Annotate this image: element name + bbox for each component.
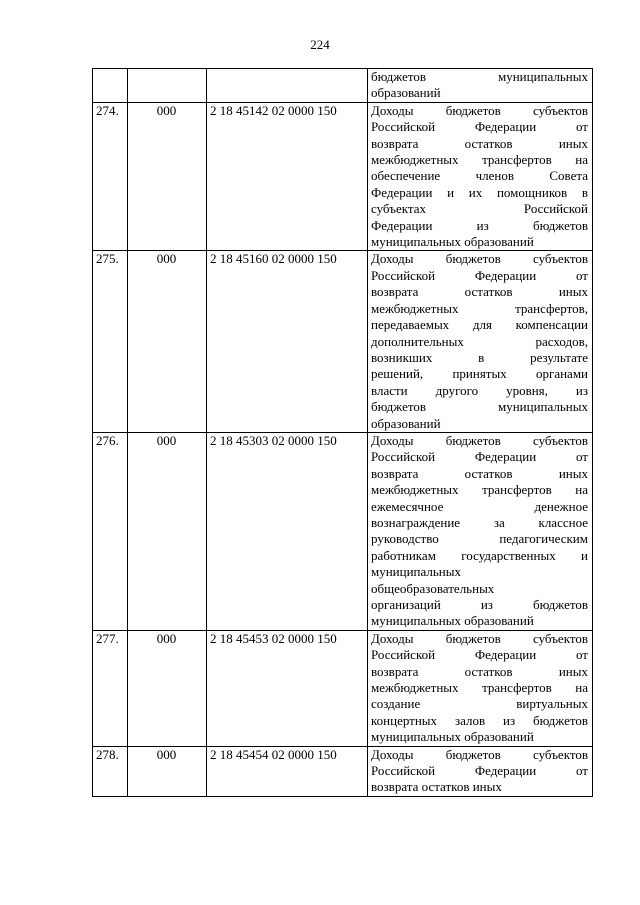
description-line: возврата остатков иных [371,779,502,795]
table-row [93,746,593,796]
description-line: муниципальных образований [371,613,534,629]
budget-classification-code-cell: 2 18 45160 02 0000 150 [207,251,368,432]
description-line: межбюджетных трансфертов на [371,482,588,498]
description-line: обеспечение членов Совета [371,168,588,184]
description-line: образований [371,415,441,431]
budget-classification-code-cell [207,69,368,103]
row-number-cell: 274. [93,102,128,251]
description-line: Российской Федерации от [371,763,588,779]
description-line: Российской Федерации от [371,647,588,663]
description-line: Федерации из бюджетов [371,217,588,233]
description-line: Доходы бюджетов субъектов [371,746,588,762]
revenue-description-cell [368,69,593,103]
table-row [93,432,593,630]
description-line: вознаграждение за классное [371,514,588,530]
table-row [93,102,593,251]
description-line: бюджетов муниципальных [371,69,588,84]
table-row [93,251,593,432]
row-number-cell: 278. [93,746,128,796]
description-line: возврата остатков иных [371,284,588,300]
budget-classification-code-cell: 2 18 45303 02 0000 150 [207,432,368,630]
revenue-description-cell [368,432,593,630]
description-line: власти другого уровня, из [371,382,588,398]
description-line: решений, принятых органами [371,366,588,382]
description-line: Доходы бюджетов субъектов [371,251,588,267]
budget-classification-code-cell: 2 18 45142 02 0000 150 [207,102,368,251]
description-line: Российской Федерации от [371,449,588,465]
admin-code-cell: 000 [128,432,207,630]
admin-code-cell: 000 [128,102,207,251]
description-line: Доходы бюджетов субъектов [371,630,588,646]
revenue-description-cell [368,746,593,796]
description-line: дополнительных расходов, [371,333,588,349]
description-line: общеобразовательных [371,580,495,596]
description-line: возврата остатков иных [371,135,588,151]
revenue-description-cell [368,251,593,432]
description-line: Российской Федерации от [371,267,588,283]
table-row [93,630,593,746]
budget-classification-code-cell: 2 18 45453 02 0000 150 [207,630,368,746]
description-line: возврата остатков иных [371,465,588,481]
page-number: 224 [310,37,330,52]
description-line: передаваемых для компенсации [371,317,588,333]
description-line: межбюджетных трансфертов, [371,300,588,316]
admin-code-cell: 000 [128,630,207,746]
description-line: муниципальных образований [371,234,534,250]
row-number-cell [93,69,128,103]
table-body [93,69,593,797]
description-line: муниципальных образований [371,729,534,745]
row-number-cell: 275. [93,251,128,432]
description-line: муниципальных [371,564,462,580]
admin-code-cell [128,69,207,103]
revenue-description-cell [368,630,593,746]
budget-classification-code-cell: 2 18 45454 02 0000 150 [207,746,368,796]
description-line: межбюджетных трансфертов на [371,152,588,168]
description-line: образований [371,85,441,101]
description-line: межбюджетных трансфертов на [371,680,588,696]
description-line: создание виртуальных [371,696,588,712]
admin-code-cell: 000 [128,251,207,432]
description-line: субъектах Российской [371,201,588,217]
description-line: ежемесячное денежное [371,498,588,514]
row-number-cell: 277. [93,630,128,746]
revenue-description-cell [368,102,593,251]
description-line: руководство педагогическим [371,531,588,547]
table-row [93,69,593,103]
row-number-cell: 276. [93,432,128,630]
description-line: Доходы бюджетов субъектов [371,102,588,118]
admin-code-cell: 000 [128,746,207,796]
description-line: возникших в результате [371,349,588,365]
description-line: работникам государственных и [371,547,588,563]
description-line: Российской Федерации от [371,119,588,135]
description-line: Доходы бюджетов субъектов [371,432,588,448]
description-line: Федерации и их помощников в [371,184,588,200]
description-line: возврата остатков иных [371,663,588,679]
description-line: концертных залов из бюджетов [371,712,588,728]
description-line: организаций из бюджетов [371,597,588,612]
budget-revenue-table [92,68,593,797]
description-line: бюджетов муниципальных [371,399,588,415]
